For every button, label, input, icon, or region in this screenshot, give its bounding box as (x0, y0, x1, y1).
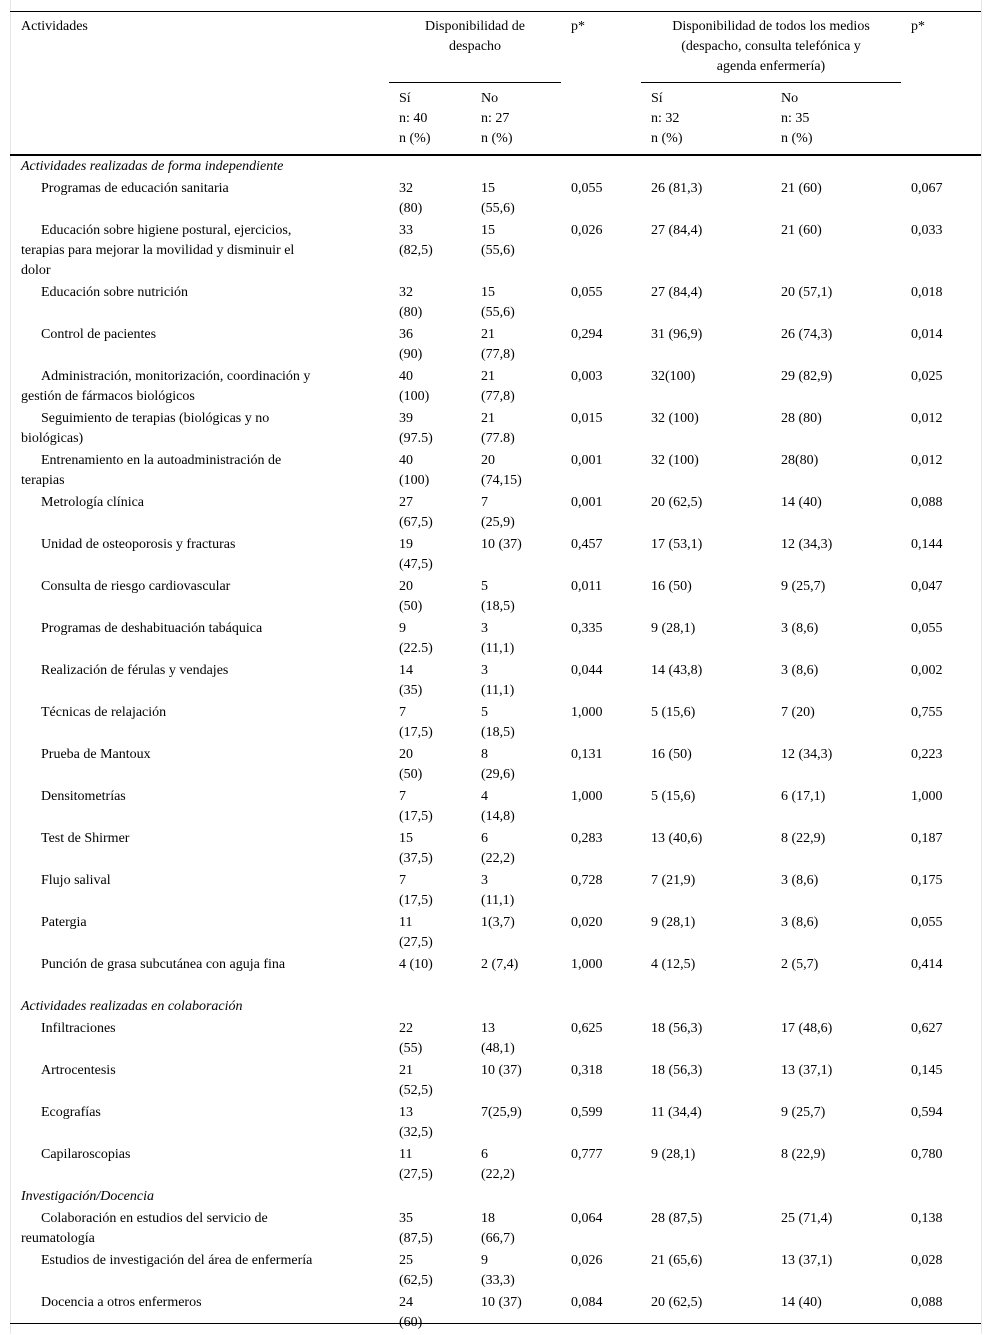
cell-no-despacho: 3 (481, 663, 488, 678)
cell-si-despacho: 15 (399, 831, 413, 846)
cell-si-todos: 11 (34,4) (651, 1105, 702, 1120)
cell-no-todos: 8 (22,9) (781, 1147, 826, 1162)
cell-p-todos: 0,144 (911, 537, 943, 552)
cell-si-despacho: 4 (10) (399, 957, 433, 972)
cell-si-todos: 9 (28,1) (651, 1147, 696, 1162)
cell-p-despacho: 0,055 (571, 181, 603, 196)
header-si1-label: Sí (399, 91, 411, 106)
row-label: Educación sobre higiene postural, ejercicios, (41, 223, 292, 238)
cell-no-todos: 8 (22,9) (781, 831, 826, 846)
cell-no-despacho: 9 (481, 1253, 488, 1268)
cell-p-despacho: 1,000 (571, 705, 603, 720)
cell-no-despacho: 21 (481, 369, 495, 384)
cell-no-despacho: (18,5) (481, 599, 515, 614)
cell-no-despacho: 21 (481, 327, 495, 342)
cell-si-despacho: (17,5) (399, 725, 433, 740)
cell-si-despacho: 25 (399, 1253, 413, 1268)
cell-no-despacho: (48,1) (481, 1041, 515, 1056)
cell-p-despacho: 0,055 (571, 285, 603, 300)
cell-si-todos: 32 (100) (651, 453, 699, 468)
header-no2-n: n: 35 (781, 111, 810, 126)
cell-si-despacho: 13 (399, 1105, 413, 1120)
header-activities: Actividades (21, 19, 88, 34)
cell-si-despacho: 40 (399, 369, 413, 384)
cell-no-despacho: 7 (481, 495, 488, 510)
header-group1-line1: Disponibilidad de (425, 19, 525, 34)
cell-p-todos: 0,088 (911, 1295, 943, 1310)
cell-si-despacho: 14 (399, 663, 413, 678)
header-si1-pct: n (%) (399, 131, 431, 146)
cell-no-todos: 6 (17,1) (781, 789, 826, 804)
cell-p-despacho: 0,020 (571, 915, 603, 930)
cell-p-todos: 0,002 (911, 663, 943, 678)
cell-si-despacho: (52,5) (399, 1083, 433, 1098)
header-bottom-rule (10, 154, 981, 156)
section-title: Actividades realizadas de forma independiente (21, 159, 284, 174)
cell-si-despacho: (82,5) (399, 243, 433, 258)
cell-si-todos: 18 (56,3) (651, 1063, 703, 1078)
top-rule (10, 11, 981, 12)
cell-p-todos: 0,145 (911, 1063, 943, 1078)
row-label: Programas de educación sanitaria (41, 181, 229, 196)
row-label: Docencia a otros enfermeros (41, 1295, 202, 1310)
cell-no-despacho: (11,1) (481, 641, 515, 656)
cell-si-todos: 14 (43,8) (651, 663, 703, 678)
cell-no-despacho: 6 (481, 1147, 488, 1162)
cell-p-todos: 0,018 (911, 285, 943, 300)
header-si2-n: n: 32 (651, 111, 680, 126)
cell-p-todos: 0,187 (911, 831, 943, 846)
cell-si-todos: 9 (28,1) (651, 621, 696, 636)
cell-si-despacho: (27,5) (399, 1167, 433, 1182)
cell-si-despacho: 11 (399, 915, 413, 930)
cell-no-todos: 21 (60) (781, 181, 822, 196)
cell-p-despacho: 0,131 (571, 747, 603, 762)
cell-no-todos: 28 (80) (781, 411, 822, 426)
cell-no-despacho: 7(25,9) (481, 1105, 522, 1120)
cell-no-todos: 13 (37,1) (781, 1253, 833, 1268)
cell-no-despacho: 20 (481, 453, 495, 468)
row-label: Test de Shirmer (41, 831, 130, 846)
cell-si-todos: 5 (15,6) (651, 789, 696, 804)
row-label: Control de pacientes (41, 327, 157, 342)
cell-si-despacho: (60) (399, 1315, 423, 1330)
cell-si-despacho: (35) (399, 683, 423, 698)
cell-si-despacho: (47,5) (399, 557, 433, 572)
cell-si-despacho: (80) (399, 305, 423, 320)
cell-si-despacho: (50) (399, 767, 423, 782)
cell-no-despacho: 21 (481, 411, 495, 426)
cell-p-todos: 0,138 (911, 1211, 943, 1226)
cell-si-despacho: (90) (399, 347, 423, 362)
cell-si-despacho: (97.5) (399, 431, 433, 446)
cell-si-despacho: 21 (399, 1063, 413, 1078)
row-label: Consulta de riesgo cardiovascular (41, 579, 231, 594)
cell-si-todos: 16 (50) (651, 579, 692, 594)
cell-si-despacho: 39 (399, 411, 413, 426)
cell-si-todos: 9 (28,1) (651, 915, 696, 930)
cell-no-todos: 3 (8,6) (781, 621, 819, 636)
cell-si-despacho: (17,5) (399, 893, 433, 908)
row-label: Realización de férulas y vendajes (41, 663, 229, 678)
row-label: reumatología (21, 1231, 95, 1246)
cell-no-despacho: 10 (37) (481, 1063, 522, 1078)
cell-si-despacho: 22 (399, 1021, 413, 1036)
cell-no-todos: 21 (60) (781, 223, 822, 238)
cell-p-despacho: 0,001 (571, 453, 603, 468)
cell-si-despacho: (17,5) (399, 809, 433, 824)
cell-no-despacho: 5 (481, 705, 488, 720)
cell-no-despacho: (18,5) (481, 725, 515, 740)
cell-si-todos: 32(100) (651, 369, 696, 384)
header-p2: p* (911, 19, 925, 34)
row-label: Artrocentesis (41, 1063, 116, 1078)
cell-p-todos: 0,014 (911, 327, 943, 342)
cell-p-todos: 0,012 (911, 411, 943, 426)
cell-si-todos: 21 (65,6) (651, 1253, 703, 1268)
row-label: Entrenamiento en la autoadministración de (41, 453, 282, 468)
cell-si-despacho: 20 (399, 747, 413, 762)
cell-no-despacho: 10 (37) (481, 537, 522, 552)
cell-no-todos: 9 (25,7) (781, 1105, 826, 1120)
cell-p-todos: 0,780 (911, 1147, 943, 1162)
cell-p-todos: 0,594 (911, 1105, 943, 1120)
cell-no-todos: 13 (37,1) (781, 1063, 833, 1078)
cell-si-despacho: 33 (399, 223, 413, 238)
cell-no-todos: 17 (48,6) (781, 1021, 833, 1036)
cell-p-todos: 0,627 (911, 1021, 943, 1036)
cell-si-despacho: (37,5) (399, 851, 433, 866)
cell-si-despacho: 27 (399, 495, 413, 510)
cell-p-todos: 1,000 (911, 789, 943, 804)
cell-si-despacho: 24 (399, 1295, 413, 1310)
row-label: Técnicas de relajación (41, 705, 167, 720)
cell-si-todos: 18 (56,3) (651, 1021, 703, 1036)
cell-no-despacho: (55,6) (481, 243, 515, 258)
row-label: Flujo salival (41, 873, 111, 888)
cell-p-despacho: 0,457 (571, 537, 603, 552)
cell-p-despacho: 0,625 (571, 1021, 603, 1036)
cell-si-despacho: 35 (399, 1211, 413, 1226)
header-si1-n: n: 40 (399, 111, 428, 126)
cell-p-todos: 0,223 (911, 747, 943, 762)
cell-p-despacho: 0,084 (571, 1295, 603, 1310)
header-no1-label: No (481, 91, 499, 106)
cell-p-todos: 0,055 (911, 621, 943, 636)
row-label: Capilaroscopias (41, 1147, 131, 1162)
cell-p-despacho: 0,728 (571, 873, 603, 888)
row-label: Densitometrías (41, 789, 126, 804)
cell-si-despacho: (87,5) (399, 1231, 433, 1246)
cell-p-despacho: 0,777 (571, 1147, 603, 1162)
header-no1-pct: n (%) (481, 131, 513, 146)
cell-p-despacho: 0,044 (571, 663, 603, 678)
cell-no-todos: 2 (5,7) (781, 957, 819, 972)
cell-p-despacho: 0,026 (571, 1253, 603, 1268)
cell-p-despacho: 1,000 (571, 789, 603, 804)
row-label: Infiltraciones (41, 1021, 116, 1036)
header-no1-n: n: 27 (481, 111, 510, 126)
row-label: Unidad de osteoporosis y fracturas (41, 537, 236, 552)
cell-si-despacho: 32 (399, 181, 413, 196)
cell-p-todos: 0,012 (911, 453, 943, 468)
cell-p-despacho: 1,000 (571, 957, 603, 972)
cell-no-todos: 12 (34,3) (781, 747, 833, 762)
cell-si-todos: 28 (87,5) (651, 1211, 703, 1226)
cell-si-despacho: (27,5) (399, 935, 433, 950)
cell-p-despacho: 0,001 (571, 495, 603, 510)
section-title: Actividades realizadas en colaboración (21, 999, 243, 1014)
row-label: terapias (21, 473, 65, 488)
cell-si-todos: 26 (81,3) (651, 181, 703, 196)
row-label: Prueba de Mantoux (41, 747, 151, 762)
section-title: Investigación/Docencia (21, 1189, 154, 1204)
row-label: Seguimiento de terapias (biológicas y no (41, 411, 270, 426)
header-no2-label: No (781, 91, 799, 106)
row-label: Ecografías (41, 1105, 101, 1120)
cell-si-despacho: 32 (399, 285, 413, 300)
cell-no-despacho: 2 (7,4) (481, 957, 519, 972)
cell-no-despacho: 5 (481, 579, 488, 594)
row-label: Punción de grasa subcutánea con aguja fina (41, 957, 286, 972)
cell-si-despacho: 19 (399, 537, 413, 552)
cell-si-despacho: 40 (399, 453, 413, 468)
cell-p-despacho: 0,335 (571, 621, 603, 636)
cell-no-despacho: 13 (481, 1021, 495, 1036)
cell-p-todos: 0,033 (911, 223, 943, 238)
bottom-rule (10, 1323, 981, 1324)
row-label: Estudios de investigación del área de enfermería (41, 1253, 313, 1268)
row-label: Colaboración en estudios del servicio de (41, 1211, 268, 1226)
cell-si-despacho: 20 (399, 579, 413, 594)
cell-p-todos: 0,028 (911, 1253, 943, 1268)
cell-si-todos: 32 (100) (651, 411, 699, 426)
cell-si-despacho: (32,5) (399, 1125, 433, 1140)
cell-no-todos: 9 (25,7) (781, 579, 826, 594)
header-group1-rule (389, 82, 561, 83)
header-group2-rule (641, 82, 901, 83)
cell-no-despacho: 3 (481, 873, 488, 888)
cell-si-despacho: 11 (399, 1147, 413, 1162)
header-group2-line1: Disponibilidad de todos los medios (672, 19, 870, 34)
cell-si-todos: 27 (84,4) (651, 223, 703, 238)
cell-si-despacho: (55) (399, 1041, 423, 1056)
cell-p-despacho: 0,283 (571, 831, 603, 846)
cell-no-todos: 3 (8,6) (781, 663, 819, 678)
header-si2-pct: n (%) (651, 131, 683, 146)
header-p1: p* (571, 19, 585, 34)
cell-no-despacho: (55,6) (481, 305, 515, 320)
row-label: dolor (21, 263, 51, 278)
cell-si-todos: 13 (40,6) (651, 831, 703, 846)
cell-si-despacho: 7 (399, 705, 406, 720)
cell-p-todos: 0,175 (911, 873, 943, 888)
cell-p-despacho: 0,318 (571, 1063, 603, 1078)
cell-no-despacho: 1(3,7) (481, 915, 515, 930)
cell-no-despacho: (22,2) (481, 1167, 515, 1182)
cell-si-todos: 20 (62,5) (651, 495, 703, 510)
cell-no-despacho: 4 (481, 789, 488, 804)
cell-p-todos: 0,055 (911, 915, 943, 930)
cell-no-todos: 25 (71,4) (781, 1211, 833, 1226)
cell-si-despacho: 7 (399, 789, 406, 804)
cell-no-todos: 3 (8,6) (781, 873, 819, 888)
cell-no-todos: 29 (82,9) (781, 369, 833, 384)
cell-no-despacho: (22,2) (481, 851, 515, 866)
header-si2-label: Sí (651, 91, 663, 106)
header-group2-line2: (despacho, consulta telefónica y (681, 39, 861, 54)
cell-si-todos: 20 (62,5) (651, 1295, 703, 1310)
cell-no-despacho: (29,6) (481, 767, 515, 782)
cell-no-despacho: (66,7) (481, 1231, 515, 1246)
cell-p-despacho: 0,003 (571, 369, 603, 384)
cell-no-despacho: (25,9) (481, 515, 515, 530)
cell-no-despacho: (14,8) (481, 809, 515, 824)
cell-no-despacho: 10 (37) (481, 1295, 522, 1310)
cell-no-todos: 28(80) (781, 453, 819, 468)
cell-si-todos: 16 (50) (651, 747, 692, 762)
cell-no-despacho: 18 (481, 1211, 495, 1226)
row-label: Metrología clínica (41, 495, 145, 510)
cell-si-despacho: (50) (399, 599, 423, 614)
cell-si-despacho: 9 (399, 621, 406, 636)
cell-si-despacho: 36 (399, 327, 413, 342)
cell-si-despacho: (22.5) (399, 641, 433, 656)
cell-p-despacho: 0,064 (571, 1211, 603, 1226)
cell-no-despacho: 15 (481, 223, 495, 238)
cell-p-despacho: 0,599 (571, 1105, 603, 1120)
cell-no-despacho: (77,8) (481, 347, 515, 362)
cell-no-despacho: (11,1) (481, 893, 515, 908)
cell-p-todos: 0,025 (911, 369, 943, 384)
cell-no-despacho: 3 (481, 621, 488, 636)
cell-no-todos: 14 (40) (781, 495, 822, 510)
cell-no-todos: 26 (74,3) (781, 327, 833, 342)
cell-p-despacho: 0,026 (571, 223, 603, 238)
row-label: Educación sobre nutrición (41, 285, 188, 300)
row-label: Patergia (41, 915, 87, 930)
cell-si-todos: 7 (21,9) (651, 873, 696, 888)
cell-si-despacho: (62,5) (399, 1273, 433, 1288)
cell-si-todos: 4 (12,5) (651, 957, 696, 972)
cell-p-todos: 0,067 (911, 181, 943, 196)
cell-no-todos: 12 (34,3) (781, 537, 833, 552)
cell-p-todos: 0,755 (911, 705, 943, 720)
cell-si-todos: 5 (15,6) (651, 705, 696, 720)
header-group1-line2: despacho (448, 39, 502, 54)
cell-si-despacho: (100) (399, 389, 430, 404)
cell-no-despacho: 15 (481, 285, 495, 300)
row-label: terapias para mejorar la movilidad y disminuir el (21, 243, 295, 258)
cell-p-despacho: 0,015 (571, 411, 603, 426)
cell-no-despacho: 8 (481, 747, 488, 762)
cell-no-despacho: (77,8) (481, 389, 515, 404)
header-group2-line3: agenda enfermería) (716, 59, 826, 74)
cell-no-despacho: (77.8) (481, 431, 515, 446)
cell-si-despacho: (80) (399, 201, 423, 216)
cell-no-todos: 3 (8,6) (781, 915, 819, 930)
cell-no-todos: 7 (20) (781, 705, 815, 720)
row-label: Programas de deshabituación tabáquica (41, 621, 263, 636)
cell-no-despacho: (11,1) (481, 683, 515, 698)
cell-si-despacho: (100) (399, 473, 430, 488)
row-label: biológicas) (21, 431, 84, 446)
cell-no-despacho: (55,6) (481, 201, 515, 216)
cell-no-todos: 14 (40) (781, 1295, 822, 1310)
cell-p-despacho: 0,294 (571, 327, 603, 342)
cell-no-despacho: (74,15) (481, 473, 522, 488)
cell-p-todos: 0,088 (911, 495, 943, 510)
cell-si-todos: 31 (96,9) (651, 327, 703, 342)
cell-no-todos: 20 (57,1) (781, 285, 833, 300)
row-label: Administración, monitorización, coordinación y (41, 369, 311, 384)
cell-si-todos: 27 (84,4) (651, 285, 703, 300)
cell-no-despacho: 6 (481, 831, 488, 846)
cell-p-despacho: 0,011 (571, 579, 602, 594)
cell-si-despacho: 7 (399, 873, 406, 888)
cell-si-todos: 17 (53,1) (651, 537, 703, 552)
cell-no-despacho: (33,3) (481, 1273, 515, 1288)
header-no2-pct: n (%) (781, 131, 813, 146)
cell-p-todos: 0,414 (911, 957, 943, 972)
row-label: gestión de fármacos biológicos (21, 389, 195, 404)
cell-si-despacho: (67,5) (399, 515, 433, 530)
cell-p-todos: 0,047 (911, 579, 943, 594)
cell-no-despacho: 15 (481, 181, 495, 196)
